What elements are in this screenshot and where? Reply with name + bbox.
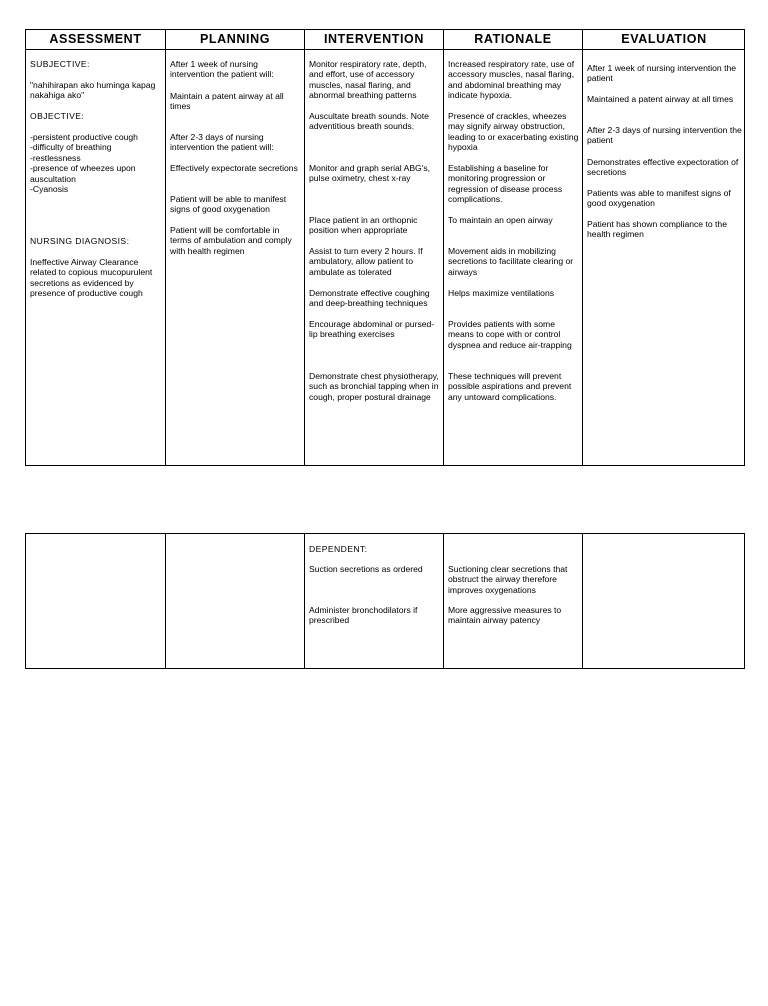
rationale-item: These techniques will prevent possible aspirations and prevent any untoward complications. (448, 371, 572, 402)
dependent-label: DEPENDENT: (309, 544, 368, 554)
rationale-item: Helps maximize ventilations (448, 288, 555, 298)
rationale-column (444, 30, 583, 465)
rationale-column-continued (444, 534, 583, 668)
assessment-column (26, 30, 166, 465)
dependent-rationale: More aggressive measures to maintain airway patency (448, 605, 562, 626)
rationale-item: Provides patients with some means to cope with or control dyspnea and reduce air-trapping (448, 319, 572, 350)
rationale-item: Presence of crackles, wheezes may signify airway obstruction, leading to or exacerbating existing hypoxia (448, 111, 579, 153)
objective-items: -persistent productive cough -difficulty of breathing -restlessness -presence of wheezes upon auscultation -Cyanosis (30, 132, 138, 195)
care-plan-table (25, 29, 745, 466)
rationale-item: To maintain an open airway (448, 215, 553, 225)
dependent-table (25, 533, 745, 669)
intervention-item: Auscultate breath sounds. Note adventitious breath sounds. (309, 111, 429, 132)
planning-column (166, 30, 305, 465)
planning-item: After 1 week of nursing intervention the patient will: (170, 59, 274, 80)
intervention-column (305, 30, 444, 465)
planning-item: Patient will be comfortable in terms of ambulation and comply with health regimen (170, 225, 292, 256)
header-intervention: INTERVENTION (305, 30, 443, 50)
nursing-diagnosis-text: Ineffective Airway Clearance related to copious mucopurulent secretions as evidenced by presence of productive cough (30, 257, 153, 299)
header-rationale: RATIONALE (444, 30, 582, 50)
objective-label: OBJECTIVE: (30, 111, 85, 121)
planning-item: Effectively expectorate secretions (170, 163, 298, 173)
intervention-item: Place patient in an orthopnic position when appropriate (309, 215, 418, 236)
planning-item: Patient will be able to manifest signs of good oxygenation (170, 194, 287, 215)
subjective-quote: "nahihirapan ako huminga kapag nakahiga ako" (30, 80, 156, 101)
evaluation-column-continued (583, 534, 745, 668)
evaluation-item: Patients was able to manifest signs of good oxygenation (587, 188, 731, 209)
evaluation-item: Demonstrates effective expectoration of secretions (587, 157, 739, 178)
planning-column-continued (166, 534, 305, 668)
intervention-item: Demonstrate chest physiotherapy, such as bronchial tapping when in cough, proper postural drainage (309, 371, 439, 402)
intervention-item: Monitor respiratory rate, depth, and effort, use of accessory muscles, nasal flaring, and abnormal breathing patterns (309, 59, 427, 101)
nursing-diagnosis-label: NURSING DIAGNOSIS: (30, 236, 130, 246)
evaluation-column (583, 30, 745, 465)
evaluation-item: After 2-3 days of nursing intervention the patient (587, 125, 742, 146)
assessment-column-continued (26, 534, 166, 668)
planning-item: After 2-3 days of nursing intervention the patient will: (170, 132, 274, 153)
header-planning: PLANNING (166, 30, 304, 50)
header-assessment: ASSESSMENT (26, 30, 165, 50)
dependent-rationale: Suctioning clear secretions that obstruct the airway therefore improves oxygenations (448, 564, 568, 595)
rationale-item: Increased respiratory rate, use of accessory muscles, nasal flaring, and abdominal breathing may indicate hypoxia. (448, 59, 575, 101)
planning-item: Maintain a patent airway at all times (170, 91, 284, 112)
dependent-intervention: Suction secretions as ordered (309, 564, 423, 574)
subjective-label: SUBJECTIVE: (30, 59, 90, 69)
rationale-item: Establishing a baseline for monitoring progression or regression of disease process complications. (448, 163, 563, 205)
header-evaluation: EVALUATION (583, 30, 745, 50)
intervention-item: Encourage abdominal or pursed-lip breathing exercises (309, 319, 435, 340)
intervention-item: Demonstrate effective coughing and deep-breathing techniques (309, 288, 430, 309)
intervention-item: Assist to turn every 2 hours. If ambulatory, allow patient to ambulate as tolerated (309, 246, 423, 277)
evaluation-item: After 1 week of nursing intervention the patient (587, 63, 737, 84)
evaluation-item: Maintained a patent airway at all times (587, 94, 734, 104)
evaluation-item: Patient has shown compliance to the health regimen (587, 219, 727, 240)
dependent-intervention: Administer bronchodilators if prescribed (309, 605, 418, 626)
rationale-item: Movement aids in mobilizing secretions to facilitate clearing or airways (448, 246, 574, 277)
intervention-item: Monitor and graph serial ABG's, pulse oximetry, chest x-ray (309, 163, 431, 184)
intervention-column-continued (305, 534, 444, 668)
